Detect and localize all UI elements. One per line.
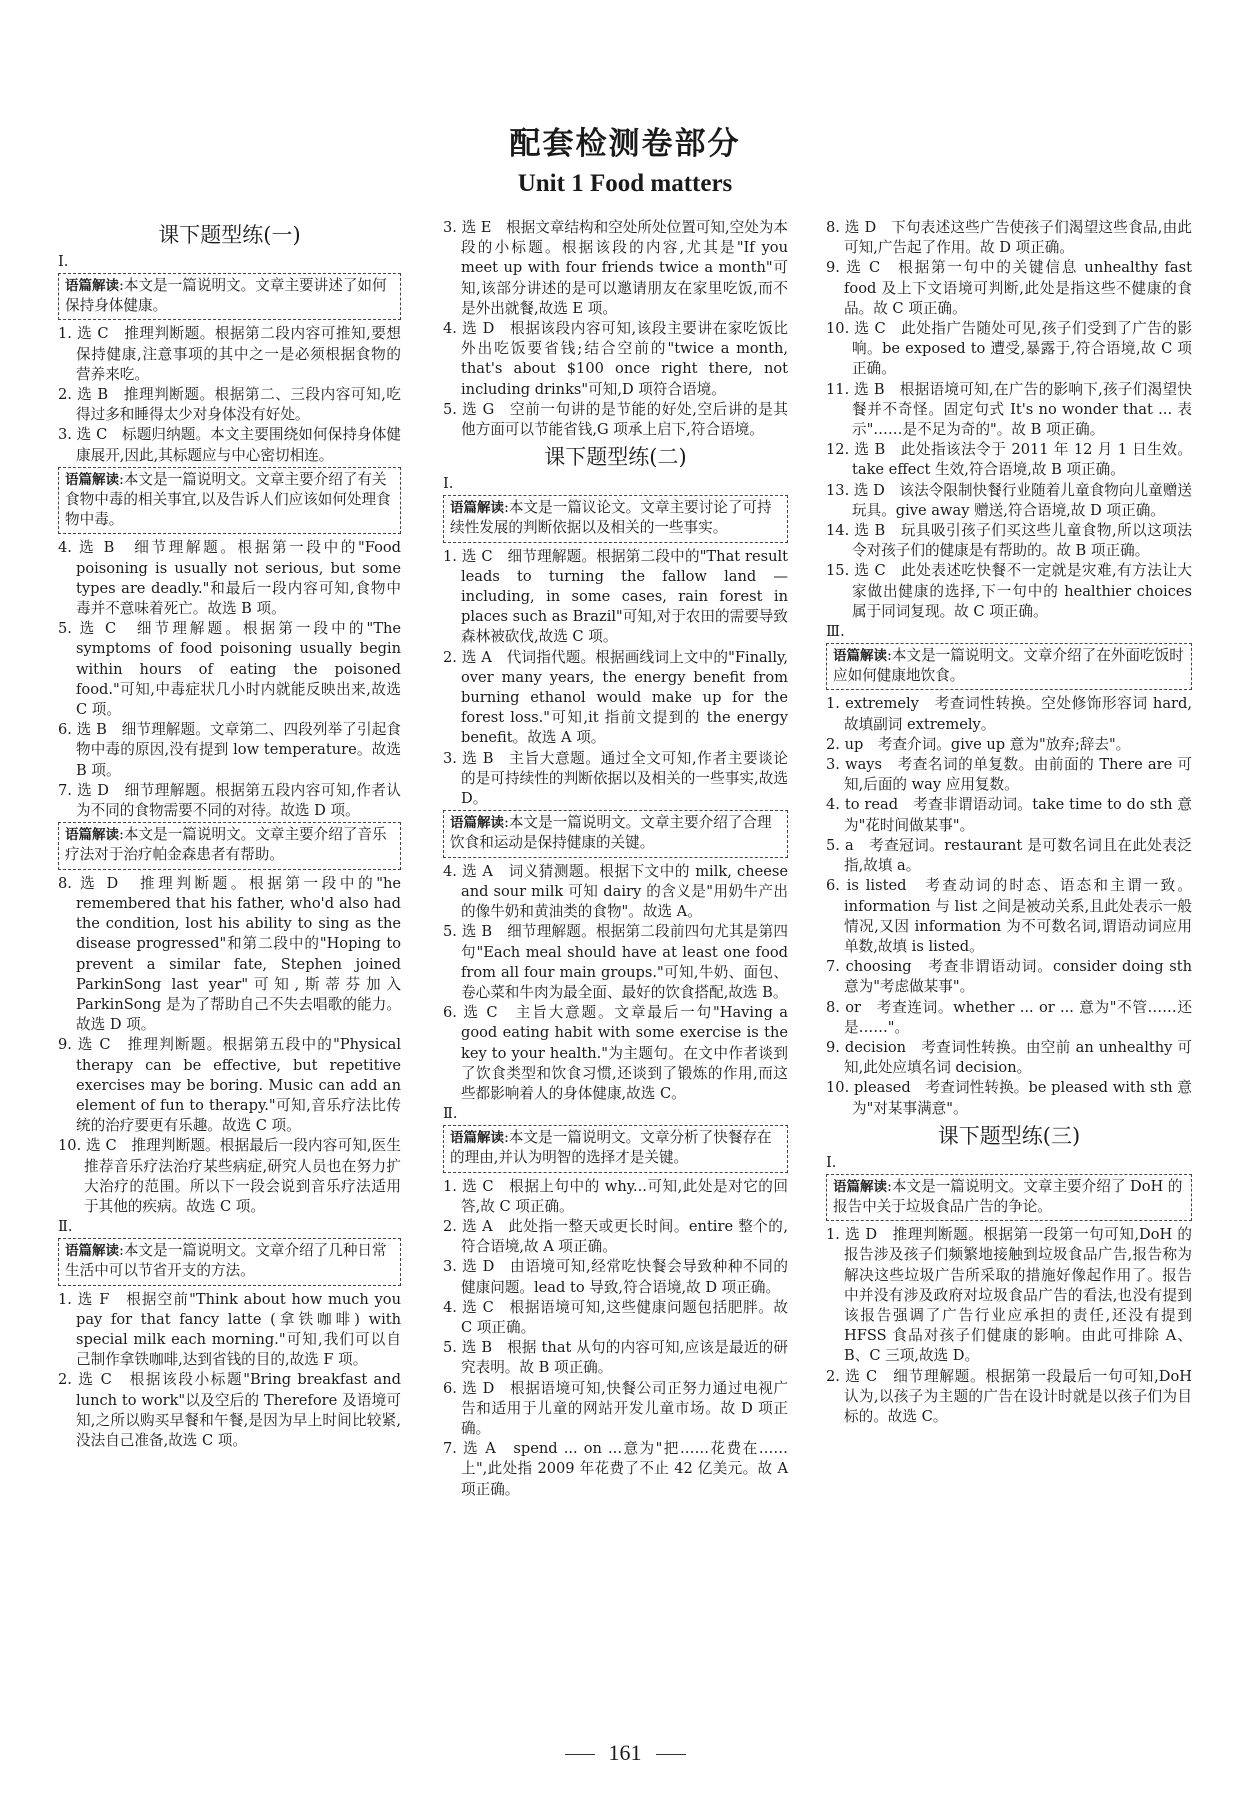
box-text: :本文是一篇说明文。文章主要介绍了有关食物中毒的相关事宜,以及告诉人们应该如何处理食物中毒。 <box>65 470 391 529</box>
page-number <box>0 1740 1250 1766</box>
box-label: 语篇解读 <box>65 827 119 844</box>
page-number-value: 161 <box>608 1740 642 1765</box>
answer-item: 1. 选 C 细节理解题。根据第二段中的"That result leads to turning the fallow land — including, in some cases, rain forest in places such as Brazil"可知,对于农田的需要导致森林被砍伐,故选 C 项。 <box>443 547 788 646</box>
part-label: Ⅰ. <box>443 475 454 493</box>
box-label: 语篇解读 <box>450 815 504 832</box>
answer-list <box>58 1290 401 1452</box>
answer-item: 4. 选 A 词义猜测题。根据下文中的 milk, cheese and sour milk 可知 dairy 的含义是"用奶牛产出的像牛奶和黄油类的食物"。故选 A。 <box>443 862 788 921</box>
answer-item: 2. 选 C 细节理解题。根据第一段最后一句可知,DoH 认为,以孩子为主题的广告在设计时就是以孩子们为目标的。故选 C。 <box>826 1367 1192 1425</box>
answer-item: 4. 选 C 根据语境可知,这些健康问题包括肥胖。故 C 项正确。 <box>443 1298 788 1336</box>
page-number-dash-left <box>565 1754 595 1755</box>
box-text: :本文是一篇议论文。文章主要讨论了可持续性发展的判断依据以及相关的一些事实。 <box>450 499 772 537</box>
answer-item: 13. 选 D 该法令限制快餐行业随着儿童食物向儿童赠送玩具。give away 赠送,符合语境,故 D 项正确。 <box>826 481 1192 519</box>
box-label: 语篇解读 <box>65 471 119 488</box>
column-2 <box>443 218 788 1500</box>
answer-item: 3. 选 E 根据文章结构和空处所处位置可知,空处为本段的小标题。根据该段的内容,尤其是"If you meet up with four friends twice a month"可知,该部分讲述的是可以邀请朋友在家里吃饭,而不是外出就餐,故选 E 项。 <box>443 219 788 317</box>
part-label: Ⅰ. <box>58 253 69 270</box>
box-text: :本文是一篇说明文。文章主要介绍了音乐疗法对于治疗帕金森患者有帮助。 <box>65 826 387 864</box>
answer-item: 5. a 考查冠词。restaurant 是可数名词且在此处表泛指,故填 a。 <box>826 836 1192 875</box>
answer-item: 7. 选 D 细节理解题。根据第五段内容可知,作者认为不同的食物需要不同的对待。故选 D 项。 <box>58 781 401 820</box>
answer-list <box>443 862 788 1104</box>
box-text: :本文是一篇说明文。文章分析了快餐存在的理由,并认为明智的选择才是关键。 <box>450 1129 772 1167</box>
answer-item: 1. 选 D 推理判断题。根据第一段第一句可知,DoH 的报告涉及孩子们频繁地接触到垃圾食品广告,报告称为解决这些垃圾广告所采取的措施好像起作用了。报告中并没有涉及政府对垃圾食品广告的看法,也没有提到该报告强调了广告行业应承担的责任,还没有提到 HFSS 食品对孩子们健康的影响。由此可排除 A、B、C 三项,故选 D。 <box>826 1226 1192 1365</box>
answer-item: 9. decision 考查词性转换。由空前 an unhealthy 可知,此处应填名词 decision。 <box>826 1038 1192 1077</box>
answer-list <box>443 1177 788 1500</box>
answer-item: 1. 选 C 根据上句中的 why...可知,此处是对它的回答,故 C 项正确。 <box>443 1177 788 1215</box>
answer-item: 1. 选 F 根据空前"Think about how much you pay for that fancy latte (拿铁咖啡) with special milk each morning."可知,我们可以自己制作拿铁咖啡,达到省钱的目的,故选 F 项。 <box>58 1290 401 1369</box>
answer-item: 7. choosing 考查非谓语动词。consider doing sth 意为"考虑做某事"。 <box>826 958 1192 996</box>
answer-item: 6. 选 C 主旨大意题。文章最后一句"Having a good eating habit with some exercise is the key to your health."为主题句。在文中作者谈到了饮食类型和饮食习惯,还谈到了锻炼的作用,而这些都影响着人的身体健康,故选 C。 <box>443 1004 788 1102</box>
box-text: :本文是一篇说明文。文章主要介绍了 DoH 的报告中关于垃圾食品广告的争论。 <box>833 1177 1183 1215</box>
answer-item: 8. 选 D 下句表述这些广告使孩子们渴望这些食品,由此可知,广告起了作用。故 D 项正确。 <box>826 219 1192 257</box>
page-number-dash-right <box>656 1754 686 1755</box>
passage-summary-box <box>58 1238 401 1285</box>
part-label: Ⅱ. <box>443 1105 458 1123</box>
box-label: 语篇解读 <box>65 1243 119 1260</box>
box-label: 语篇解读 <box>833 1178 887 1195</box>
answer-list <box>58 538 401 821</box>
answer-item: 3. ways 考查名词的单复数。由前面的 There are 可知,后面的 way 应用复数。 <box>826 756 1192 794</box>
answer-item: 9. 选 C 推理判断题。根据第五段中的"Physical therapy can be effective, but repetitive exercises may be boring. Music can add an element of fun to therapy."可知,音乐疗法比传统的治疗要更有乐趣。故选 C 项。 <box>58 1036 401 1135</box>
answer-list <box>443 547 788 810</box>
answer-item: 1. extremely 考查词性转换。空处修饰形容词 hard,故填副词 extremely。 <box>826 695 1192 733</box>
box-text: :本文是一篇说明文。文章主要介绍了合理饮食和运动是保持健康的关键。 <box>450 814 772 852</box>
part-label: Ⅱ. <box>58 1218 73 1236</box>
answer-item: 12. 选 B 此处指该法令于 2011 年 12 月 1 日生效。take effect 生效,符合语境,故 B 项正确。 <box>826 441 1192 479</box>
answer-item: 3. 选 D 由语境可知,经常吃快餐会导致种种不同的健康问题。lead to 导致,符合语境,故 D 项正确。 <box>443 1258 788 1296</box>
answer-item: 2. up 考查介词。give up 意为"放弃;辞去"。 <box>826 735 1131 753</box>
answer-item: 5. 选 B 细节理解题。根据第二段前四句尤其是第四句"Each meal should have at least one food from all four main groups."可知,牛奶、面包、卷心菜和牛肉为最全面、最好的饮食搭配,故选 B。 <box>443 923 788 1001</box>
passage-summary-box <box>58 273 401 320</box>
column-3 <box>826 218 1192 1427</box>
box-label: 语篇解读 <box>833 648 887 665</box>
passage-summary-box <box>826 1174 1192 1221</box>
answer-item: 8. or 考查连词。whether ... or ... 意为"不管……还是……"。 <box>826 998 1192 1036</box>
answer-item: 5. 选 G 空前一句讲的是节能的好处,空后讲的是其他方面可以节能省钱,G 项承上启下,符合语境。 <box>443 400 788 439</box>
box-label: 语篇解读 <box>450 500 504 517</box>
answer-item: 10. 选 C 推理判断题。根据最后一段内容可知,医生推荐音乐疗法治疗某些病症,研究人员也在努力扩大治疗的范围。所以下一段会说到音乐疗法适用于其他的疾病。故选 C 项。 <box>58 1137 401 1215</box>
answer-list <box>826 1225 1192 1427</box>
answer-item: 5. 选 C 细节理解题。根据第一段中的"The symptoms of food poisoning usually begin within hours of eating the poisoned food."可知,中毒症状几小时内就能反映出来,故选 C 项。 <box>58 620 401 719</box>
section-title: 课下题型练(二) <box>544 445 687 470</box>
answer-list <box>826 694 1192 1118</box>
answer-item: 1. 选 C 推理判断题。根据第二段内容可推知,要想保持健康,注意事项的其中之一是必须根据食物的营养来吃。 <box>58 325 401 383</box>
answer-item: 4. 选 D 根据该段内容可知,该段主要讲在家吃饭比外出吃饭要省钱;结合空前的"twice a month, that's about $100 once right there, not including drinks"可知,D 项符合语境。 <box>443 320 788 398</box>
answer-item: 10. pleased 考查词性转换。be pleased with sth 意为"对某事满意"。 <box>826 1079 1192 1117</box>
part-label: Ⅰ. <box>826 1153 837 1171</box>
box-text: :本文是一篇说明文。文章介绍了在外面吃饭时应如何健康地饮食。 <box>833 647 1184 685</box>
answer-item: 8. 选 D 推理判断题。根据第一段中的"he remembered that his father, who'd also had the condition, lost his ability to sing as the disease progressed"和第二段中的"Hoping to prevent a similar fate, Stephen joined ParkinSong last year"可知,斯蒂芬加入 ParkinSong 是为了帮助自己不失去唱歌的能力。故选 D 项。 <box>58 874 401 1034</box>
column-1 <box>58 218 401 1451</box>
answer-list <box>58 324 401 465</box>
answer-item: 2. 选 A 代词指代题。根据画线词上文中的"Finally, over many years, the energy benefit from burning ethanol would make up for the forest loss."可知,it 指前文提到的 the energy benefit。故选 A 项。 <box>443 648 788 747</box>
unit-title: Unit 1 Food matters <box>517 170 733 197</box>
box-label: 语篇解读 <box>65 278 119 294</box>
answer-item: 15. 选 C 此处表述吃快餐不一定就是灾难,有方法让大家做出健康的选择,下一句中的 healthier choices 属于同词复现。故 C 项正确。 <box>826 562 1192 620</box>
section-title: 课下题型练(三) <box>937 1123 1081 1148</box>
passage-summary-box <box>826 643 1192 690</box>
answer-item: 14. 选 B 玩具吸引孩子们买这些儿童食物,所以这项法令对孩子们的健康是有帮助的。故 B 项正确。 <box>826 522 1192 560</box>
part-label: Ⅲ. <box>826 623 845 641</box>
answer-list <box>58 874 401 1217</box>
answer-item: 3. 选 C 标题归纳题。本文主要围绕如何保持身体健康展开,因此,其标题应与中心密切相连。 <box>58 426 401 464</box>
box-text: :本文是一篇说明文。文章主要讲述了如何保持身体健康。 <box>65 277 387 315</box>
passage-summary-box <box>58 822 401 869</box>
answer-item: 7. 选 A spend ... on ...意为"把……花费在……上",此处指 2009 年花费了不止 42 亿美元。故 A 项正确。 <box>443 1440 788 1498</box>
answer-item: 4. to read 考查非谓语动词。take time to do sth 意为"花时间做某事"。 <box>826 796 1192 834</box>
section-title: 课下题型练(一) <box>158 223 301 247</box>
passage-summary-box <box>443 495 788 542</box>
answer-item: 4. 选 B 细节理解题。根据第一段中的"Food poisoning is usually not serious, but some types are deadly."和最后一段内容可知,食物中毒并不意味着死亡。故选 B 项。 <box>58 539 401 618</box>
answer-item: 5. 选 B 根据 that 从句的内容可知,应该是最近的研究表明。故 B 项正确。 <box>443 1339 788 1377</box>
answer-item: 2. 选 C 根据该段小标题"Bring breakfast and lunch to work"以及空后的 Therefore 及语境可知,之所以购买早餐和午餐,是因为早上时间比较紧,没法自己准备,故选 C 项。 <box>58 1371 401 1449</box>
answer-item: 11. 选 B 根据语境可知,在广告的影响下,孩子们渴望快餐并不奇怪。固定句式 It's no wonder that ... 表示"……是不足为奇的"。故 B 项正确。 <box>826 380 1192 439</box>
answer-item: 2. 选 B 推理判断题。根据第二、三段内容可知,吃得过多和睡得太少对身体没有好处。 <box>58 386 401 424</box>
page-title: 配套检测卷部分 <box>509 126 741 162</box>
answer-item: 6. 选 D 根据语境可知,快餐公司正努力通过电视广告和适用于儿童的网站开发儿童市场。故 D 项正确。 <box>443 1379 788 1437</box>
answer-item: 3. 选 B 主旨大意题。通过全文可知,作者主要谈论的是可持续性的判断依据以及相关的一些事实,故选 D。 <box>443 749 788 808</box>
answer-item: 9. 选 C 根据第一句中的关键信息 unhealthy fast food 及上下文语境可判断,此处是指这些不健康的食品。故 C 项正确。 <box>826 259 1192 317</box>
answer-item: 2. 选 A 此处指一整天或更长时间。entire 整个的,符合语境,故 A 项正确。 <box>443 1217 788 1256</box>
box-label: 语篇解读 <box>450 1130 504 1147</box>
answer-item: 10. 选 C 此处指广告随处可见,孩子们受到了广告的影响。be exposed to 遭受,暴露于,符合语境,故 C 项正确。 <box>826 320 1192 378</box>
passage-summary-box <box>58 467 401 535</box>
passage-summary-box <box>443 810 788 857</box>
answer-item: 6. is listed 考查动词的时态、语态和主谓一致。information 与 list 之间是被动关系,且此处表示一般情况,又因 information 为不可数名词,谓语动词应用单数,故填 is listed。 <box>826 877 1192 955</box>
answer-list <box>826 218 1192 622</box>
box-text: :本文是一篇说明文。文章介绍了几种日常生活中可以节省开支的方法。 <box>65 1242 387 1280</box>
answer-list <box>443 218 788 440</box>
passage-summary-box <box>443 1125 788 1172</box>
answer-item: 6. 选 B 细节理解题。文章第二、四段列举了引起食物中毒的原因,没有提到 low temperature。故选 B 项。 <box>58 721 401 779</box>
